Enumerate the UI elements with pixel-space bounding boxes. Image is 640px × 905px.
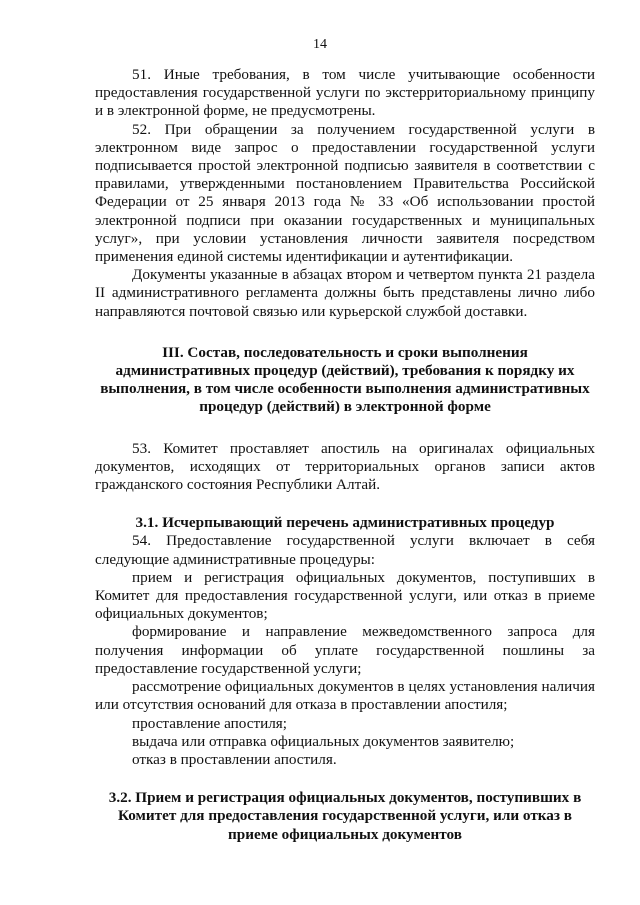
document-body bbox=[95, 66, 595, 844]
procedure-item: формирование и направление межведомственного запроса для получения информации об уплате государственной пошлины за предоставление государственной услуги; bbox=[95, 623, 595, 677]
procedure-item: прием и регистрация официальных документов, поступивших в Комитет для предоставления государственной услуги, или отказ в приеме официальных документов; bbox=[95, 568, 595, 623]
section-heading-iii: III. Состав, последовательность и сроки выполнения административных процедур (действий), требования к порядку их выполнения, в том числе особенности выполнения административных процедур (действий) в электронной форме bbox=[100, 343, 590, 416]
procedure-item: выдача или отправка официальных документов заявителю; bbox=[132, 732, 515, 750]
procedure-item: отказ в проставлении апостиля. bbox=[132, 750, 337, 768]
paragraph-54: 54. Предоставление государственной услуги включает в себя следующие административные процедуры: bbox=[95, 532, 595, 568]
paragraph-52: 52. При обращении за получением государственной услуги в электронном виде запрос о предоставлении государственной услуги подписывается простой электронной подписью заявителя в соответствии с правилами, утвержденными постановлением Правительства Российской Федерации от 25 января 2013 года № 33 «Об использовании простой электронной подписи при оказании государственных и муниципальных услуг», при условии установления личности заявителя посредством применения единой системы идентификации и аутентификации. bbox=[95, 120, 595, 266]
procedure-item: рассмотрение официальных документов в целях установления наличия или отсутствия оснований для отказа в проставлении апостиля; bbox=[95, 678, 595, 714]
paragraph-51: 51. Иные требования, в том числе учитывающие особенности предоставления государственной услуги по экстерриториальному принципу и в электронной форме, не предусмотрены. bbox=[95, 66, 595, 120]
paragraph-53: 53. Комитет проставляет апостиль на оригиналах официальных документов, исходящих от территориальных органов записи актов гражданского состояния Республики Алтай. bbox=[95, 439, 595, 494]
procedure-item: проставление апостиля; bbox=[132, 714, 288, 732]
subheading-3-2: 3.2. Прием и регистрация официальных документов, поступивших в Комитет для предоставления государственной услуги, или отказ в приеме официальных документов bbox=[108, 789, 582, 843]
page-number: 14 bbox=[313, 37, 327, 52]
paragraph-documents: Документы указанные в абзацах втором и четвертом пункта 21 раздела II административного регламента должны быть представлены лично либо направляются почтовой связью или курьерской службой доставки. bbox=[95, 266, 595, 320]
subheading-3-1: 3.1. Исчерпывающий перечень административных процедур bbox=[135, 514, 555, 532]
